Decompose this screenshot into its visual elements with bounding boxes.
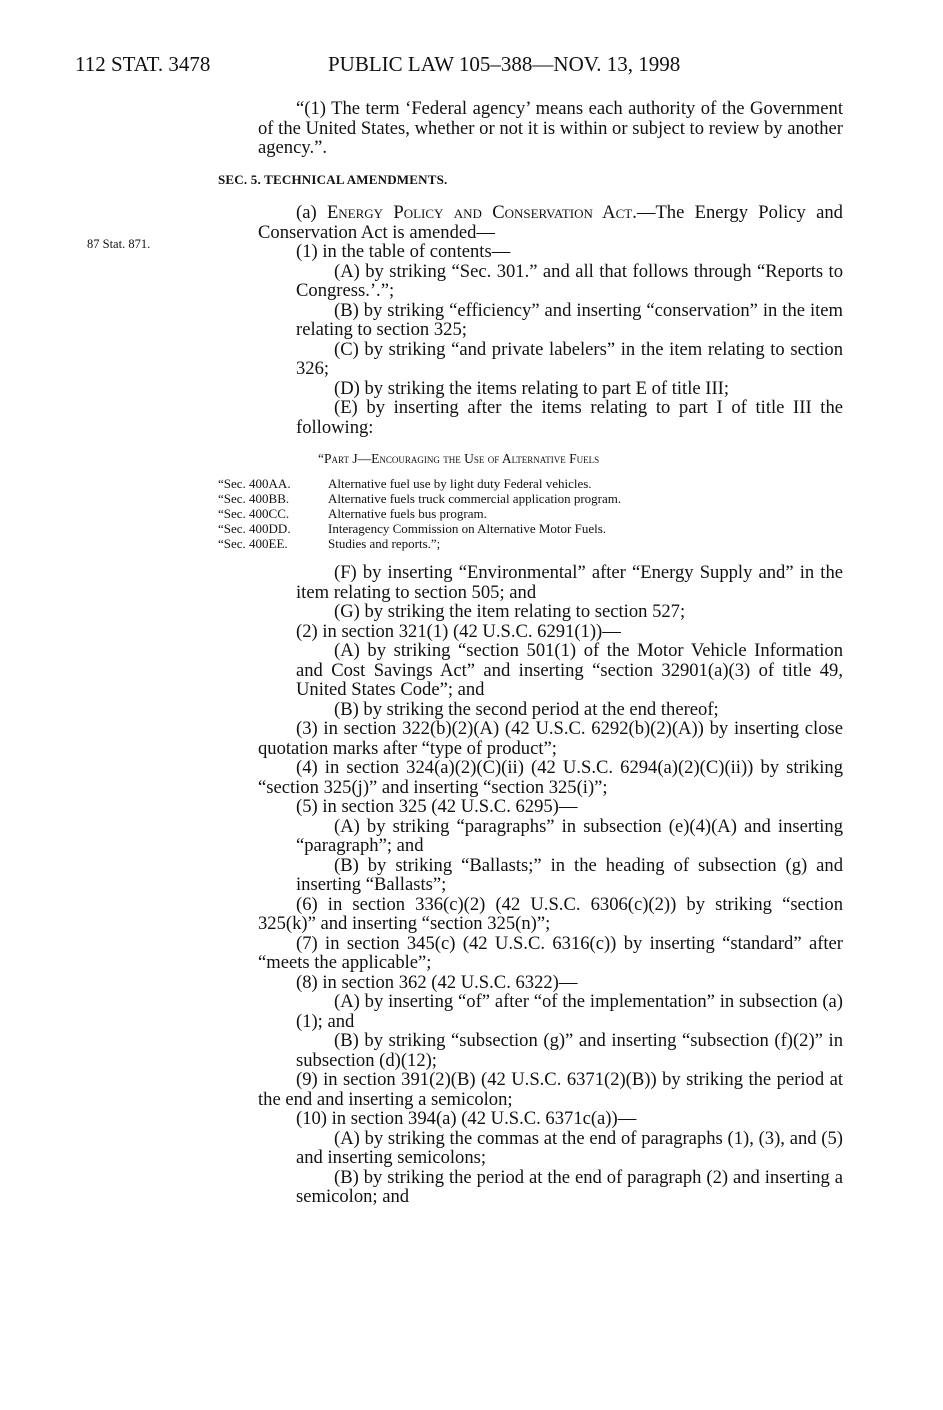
toc-heading: “Part J—Encouraging the Use of Alternative Fuels — [318, 451, 600, 466]
statute-citation: 112 STAT. 3478 — [75, 52, 211, 76]
amendment-item: (D) by striking the items relating to part E of title III; — [334, 377, 730, 399]
toc-row — [218, 491, 843, 506]
toc-section-title: Alternative fuels bus program. — [328, 506, 487, 521]
toc-section-number: “Sec. 400CC. — [218, 506, 290, 521]
amendment-item: (2) in section 321(1) (42 U.S.C. 6291(1))— — [296, 620, 621, 642]
amendment-item: (1) in the table of contents— — [296, 241, 511, 262]
document-body — [218, 98, 843, 1207]
amendment-item: (B) by striking “subsection (g)” and inserting “subsection (f)(2)” in subsection (d)(12); — [296, 1030, 843, 1071]
subsection-a-act-name: Energy Policy and Conservation Act — [326, 202, 633, 223]
amendment-item: (9) in section 391(2)(B) (42 U.S.C. 6371(2)(B)) by striking the period at the end and inserting a semicolon; — [258, 1069, 843, 1110]
amendment-item: (A) by striking “Sec. 301.” and all that follows through “Reports to Congress.’.”; — [296, 260, 843, 301]
amendment-item: (6) in section 336(c)(2) (42 U.S.C. 6306(c)(2)) by striking “section 325(k)” and inserting “section 325(n)”; — [258, 893, 843, 934]
margin-note: 87 Stat. 871. — [87, 237, 151, 251]
amendment-item: (8) in section 362 (42 U.S.C. 6322)— — [296, 971, 578, 993]
toc-section-number: “Sec. 400AA. — [218, 476, 291, 491]
definition-paragraph: “(1) The term ‘Federal agency’ means each authority of the Government of the United States, whether or not it is within or subject to review by another agency.”. — [258, 98, 843, 158]
amendment-item: (B) by striking the period at the end of paragraph (2) and inserting a semicolon; and — [296, 1166, 843, 1207]
toc-row — [218, 521, 843, 536]
amendment-item: (5) in section 325 (42 U.S.C. 6295)— — [296, 796, 578, 817]
amendment-item: (A) by striking “section 501(1) of the Motor Vehicle Information and Cost Savings Act” and inserting “section 32901(a)(3) of title 49, United States Code”; and — [296, 640, 843, 700]
amendment-item: (A) by striking the commas at the end of paragraphs (1), (3), and (5) and inserting semicolons; — [296, 1127, 843, 1168]
public-law-title: PUBLIC LAW 105–388—NOV. 13, 1998 — [328, 52, 681, 76]
amendment-item: (10) in section 394(a) (42 U.S.C. 6371c(a))— — [296, 1108, 637, 1129]
amendment-item: (G) by striking the item relating to section 527; — [334, 601, 686, 622]
toc-rows — [218, 476, 843, 551]
amendment-item: (B) by striking “efficiency” and inserting “conservation” in the item relating to section 325; — [296, 299, 843, 340]
toc-section-title: Studies and reports.”; — [328, 536, 441, 551]
section-heading: SEC. 5. TECHNICAL AMENDMENTS. — [218, 171, 448, 187]
amendment-item: (A) by inserting “of” after “of the implementation” in subsection (a)(1); and — [296, 991, 843, 1032]
toc-row — [218, 536, 843, 551]
toc-section-title: Alternative fuel use by light duty Federal vehicles. — [328, 476, 592, 491]
toc-section-title: Alternative fuels truck commercial application program. — [328, 491, 622, 506]
subsection-a-text: .—The Energy Policy and Conservation Act is amended— — [258, 202, 843, 243]
amendment-item: (A) by striking “paragraphs” in subsection (e)(4)(A) and inserting “paragraph”; and — [296, 815, 843, 856]
amendment-item: (B) by striking “Ballasts;” in the heading of subsection (g) and inserting “Ballasts”; — [296, 854, 843, 895]
amendment-item: (C) by striking “and private labelers” in the item relating to section 326; — [296, 338, 843, 379]
toc-section-number: “Sec. 400BB. — [218, 491, 290, 506]
toc-section-number: “Sec. 400DD. — [218, 521, 291, 536]
toc-section-number: “Sec. 400EE. — [218, 536, 288, 551]
toc-row — [218, 506, 843, 521]
subsection-a-prefix: (a) — [296, 202, 327, 223]
table-of-contents-insert — [218, 451, 843, 551]
amendment-items-after-toc — [258, 563, 843, 1207]
amendment-item: (3) in section 322(b)(2)(A) (42 U.S.C. 6292(b)(2)(A)) by inserting close quotation marks after “type of product”; — [258, 718, 843, 759]
amendment-item: (E) by inserting after the items relating to part I of title III the following: — [296, 397, 843, 438]
toc-section-title: Interagency Commission on Alternative Motor Fuels. — [328, 521, 607, 536]
amendment-items-before-toc — [258, 242, 843, 437]
amendment-item: (F) by inserting “Environmental” after “Energy Supply and” in the item relating to section 505; and — [296, 562, 843, 603]
amendment-item: (7) in section 345(c) (42 U.S.C. 6316(c)) by inserting “standard” after “meets the applicable”; — [258, 932, 843, 973]
amendment-item: (4) in section 324(a)(2)(C)(ii) (42 U.S.C. 6294(a)(2)(C)(ii)) by striking “section 325(j)” and inserting “section 325(i)”; — [258, 757, 843, 798]
amendment-item: (B) by striking the second period at the end thereof; — [334, 698, 719, 720]
toc-row — [218, 476, 843, 491]
subsection-a — [258, 203, 843, 242]
